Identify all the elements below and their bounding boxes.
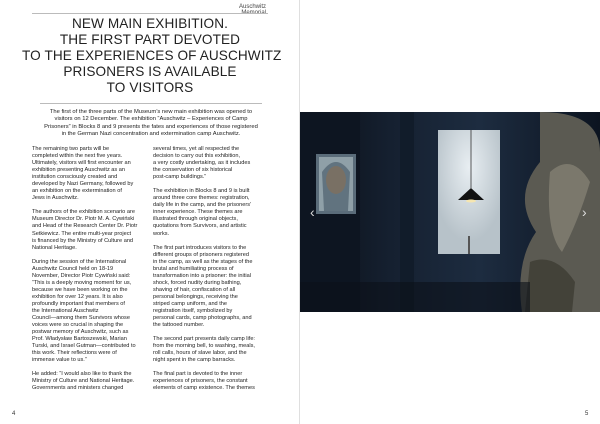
- body-line: The second part presents daily camp life:: [153, 336, 255, 343]
- body-line: He added: “I would also like to thank the: [32, 371, 132, 378]
- body-line: Auschwitz Council held on 18-19: [32, 265, 114, 272]
- body-line: November, Director Piotr Cywiński said:: [32, 272, 131, 279]
- body-line: is financed by the Ministry of Culture and: [32, 237, 134, 244]
- page-number-right: 5: [585, 411, 589, 417]
- body-line: Jews in Auschwitz.: [32, 195, 79, 202]
- lead-line: Prisoners” in Blocks 8 and 9 presents the fates and experiences of those registered: [44, 123, 258, 130]
- body-line: exhibition for over 12 years. It is also: [32, 293, 123, 300]
- body-paragraph: [32, 259, 153, 365]
- body-line: daily life in the camp, and the prisoners’: [153, 202, 252, 209]
- body-column-right: [153, 146, 274, 399]
- body-paragraph: [153, 146, 274, 181]
- body-paragraph: [32, 209, 153, 251]
- body-line: Ultimately, visitors will first encounter an: [32, 160, 131, 167]
- body-line: night spent in the camp barracks.: [153, 357, 236, 364]
- body-line: National Heritage.: [32, 244, 77, 251]
- body-line: institution consciously created and: [32, 174, 118, 181]
- title-line: TO THE EXPERIENCES OF AUSCHWITZ: [22, 48, 282, 63]
- body-line: registration itself, symbolized by: [153, 307, 233, 314]
- body-line: The authors of the exhibition scenario are: [32, 209, 135, 216]
- body-line: the tattooed number.: [153, 322, 205, 329]
- body-paragraph: [153, 245, 274, 330]
- body-line: postwar memory of Auschwitz, such as: [32, 329, 129, 336]
- body-line: inner experience. These themes are: [153, 209, 243, 216]
- body-line: this work. Their reflections were of: [32, 350, 117, 357]
- article-title: [22, 16, 282, 96]
- body-line: different groups of prisoners registered: [153, 251, 249, 258]
- body-line: several times, yet all respected the: [153, 146, 240, 152]
- body-line: completed within the next five years.: [32, 153, 123, 160]
- page-number-left: 4: [12, 411, 16, 417]
- title-line: PRISONERS IS AVAILABLE: [63, 64, 237, 79]
- body-line: an exhibition on the extermination of: [32, 188, 122, 195]
- gallery-prev-arrow[interactable]: ‹: [310, 204, 315, 220]
- body-line: decision to carry out this exhibition,: [153, 153, 241, 160]
- body-line: voices were so crucial in shaping the: [32, 322, 124, 329]
- body-line: and Head of the Research Center Dr. Piotr: [32, 223, 138, 230]
- body-line: brutal and humiliating process of: [153, 265, 234, 272]
- body-line: experiences of prisoners, the constant: [153, 378, 248, 385]
- title-line: NEW MAIN EXHIBITION.: [71, 16, 229, 31]
- title-rule: [40, 103, 262, 104]
- body-line: developed by Nazi Germany, followed by: [32, 181, 134, 188]
- body-line: personal cards, camp photographs, and: [153, 315, 252, 322]
- body-line: profoundly important that members of: [32, 300, 125, 307]
- body-line: the International Auschwitz: [32, 307, 99, 314]
- body-line: striped camp uniform, and the: [153, 300, 227, 307]
- exhibition-photo: [300, 112, 600, 312]
- body-line: Prof. Władysław Bartoszewski, Marian: [32, 336, 127, 343]
- body-line: a very costly undertaking, as it includes: [153, 160, 251, 167]
- gallery-next-arrow[interactable]: ›: [582, 204, 587, 220]
- body-line: exhibition presenting Auschwitz as an: [32, 167, 125, 174]
- title-line: TO VISITORS: [106, 80, 194, 95]
- body-line: because we have been working on the: [32, 286, 128, 293]
- body-line: quotations from Survivors, and artistic: [153, 223, 247, 230]
- body-line: Setkiewicz. The entire multi-year project: [32, 230, 132, 237]
- body-column-left: [32, 146, 153, 400]
- body-line: Council—among them Survivors whose: [32, 315, 130, 322]
- body-line: “This is a deeply moving moment for us,: [32, 279, 132, 286]
- body-line: post-camp buildings.”: [153, 174, 207, 181]
- body-line: transformation into a prisoner: the initial: [153, 272, 251, 279]
- body-line: Ministry of Culture and National Heritage.: [32, 378, 135, 385]
- body-paragraph: [153, 371, 274, 392]
- running-head: Auschwitz: [238, 4, 266, 10]
- header-rule: [32, 13, 268, 14]
- lead-line: in the German Nazi concentration and extermination camp Auschwitz.: [61, 130, 241, 137]
- body-line: shaving of hair, confiscation of all: [153, 286, 236, 293]
- body-line: The exhibition in Blocks 8 and 9 is built: [153, 188, 250, 195]
- title-line: THE FIRST PART DEVOTED: [59, 32, 241, 47]
- body-paragraph: [32, 371, 153, 392]
- lead-line: The first of the three parts of the Museum’s new main exhibition was opened to: [49, 109, 253, 115]
- body-line: in the camp, as well as the stages of the: [153, 258, 253, 265]
- body-line: Governments and ministers changed: [32, 385, 124, 392]
- body-line: The final part is devoted to the inner: [153, 371, 243, 378]
- exhibition-photo-illustration: [300, 112, 600, 312]
- body-line: The remaining two parts will be: [32, 146, 110, 152]
- body-paragraph: [153, 188, 274, 237]
- body-line: roll calls, hours of slave labor, and the: [153, 350, 247, 357]
- body-line: The first part introduces visitors to the: [153, 244, 247, 251]
- right-page: [300, 0, 600, 424]
- body-line: During the session of the International: [32, 258, 127, 265]
- body-line: the conservation of six historical: [153, 167, 233, 174]
- body-line: from the morning bell, to washing, meals,: [153, 343, 255, 350]
- article-lead: [38, 109, 264, 138]
- body-line: shock, forced nudity during bathing,: [153, 279, 242, 286]
- body-line: elements of camp existence. The themes: [153, 385, 255, 392]
- body-line: immense value to us.”: [32, 357, 87, 364]
- body-line: illustrated through original objects,: [153, 216, 238, 223]
- lead-line: visitors on 12 December. The exhibition “Auschwitz – Experiences of Camp: [54, 116, 248, 123]
- body-paragraph: [32, 146, 153, 202]
- body-line: Turski, and Israel Gutman—contributed to: [32, 343, 136, 350]
- body-line: works.: [153, 230, 170, 237]
- body-paragraph: [153, 336, 274, 364]
- body-line: around three core themes: registration,: [153, 195, 250, 202]
- body-line: Museum Director Dr. Piotr M. A. Cywiński: [32, 216, 135, 223]
- body-line: personal belongings, receiving the: [153, 293, 238, 300]
